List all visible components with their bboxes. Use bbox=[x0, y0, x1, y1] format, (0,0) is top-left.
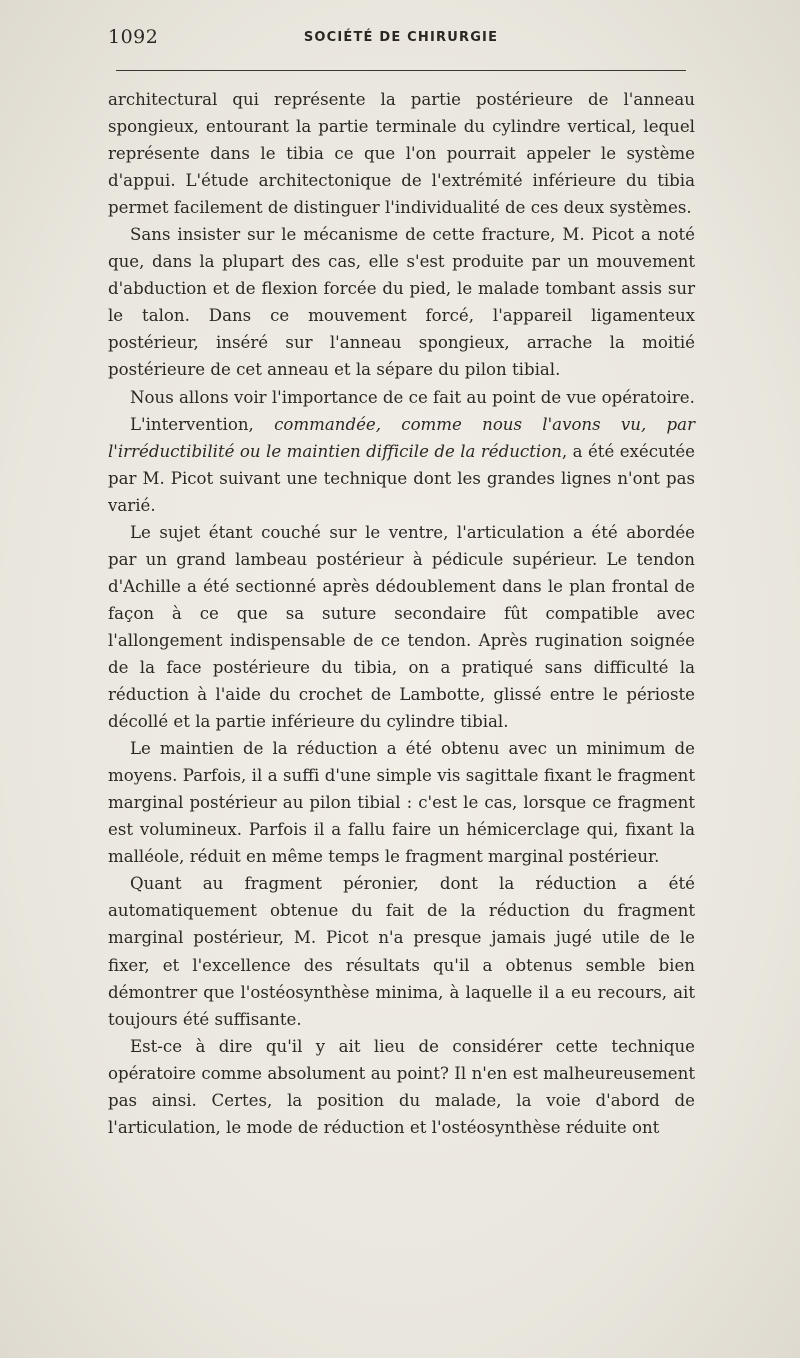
running-head: SOCIÉTÉ DE CHIRURGIE bbox=[303, 30, 499, 45]
paragraph-7: Quant au fragment péronier, dont la réduction a été automatiquement obtenue du fait de la réduction du fragment marginal postérieur, M. Picot n'a presque jamais jugé utile de le fixer, et l'excellence des résultats qu'il a obtenus semble bien démontrer que l'ostéosynthèse minima, à laquelle il a eu recours, ait toujours été suffisante. bbox=[108, 874, 695, 1029]
page-number: 1092 bbox=[108, 26, 159, 48]
paragraph-6: Le maintien de la réduction a été obtenu avec un minimum de moyens. Parfois, il a suffi d'une simple vis sagittale fixant le fragment marginal postérieur au pilon tibial : c'est le cas, lorsque ce fragment est volumineux. Parfois il a fallu faire un hémicerclage qui, fixant la malléole, réduit en même temps le fragment marginal postérieur. bbox=[108, 739, 695, 867]
paragraph-5: Le sujet étant couché sur le ventre, l'articulation a été abordée par un grand lambeau postérieur à pédicule supérieur. Le tendon d'Achille a été sectionné après dédoublement dans le plan frontal de façon à ce que sa suture secondaire fût compatible avec l'allongement indispensable de ce tendon. Après rugination soignée de la face postérieure du tibia, on a pratiqué sans difficulté la réduction à l'aide du crochet de Lambotte, glissé entre le périoste décollé et la partie inférieure du cylindre tibial. bbox=[108, 522, 695, 732]
body-text bbox=[108, 86, 695, 1141]
paragraph-4 bbox=[108, 411, 695, 519]
paragraph-4-text-before: L'intervention, bbox=[130, 414, 275, 434]
paragraph-4-italic: commandée, comme nous l'avons vu, par l'irréductibilité ou le maintien difficile de la réduction bbox=[108, 414, 695, 461]
paragraph-4-text-after: , a été exécutée par M. Picot suivant une technique dont les grandes lignes n'ont pas varié. bbox=[108, 441, 695, 515]
page-header bbox=[108, 26, 694, 56]
paragraph-2: Sans insister sur le mécanisme de cette fracture, M. Picot a noté que, dans la plupart des cas, elle s'est produite par un mouvement d'abduction et de flexion forcée du pied, le malade tombant assis sur le talon. Dans ce mouvement forcé, l'appareil ligamenteux postérieur, inséré sur l'anneau spongieux, arrache la moitié postérieure de cet anneau et la sépare du pilon tibial. bbox=[108, 225, 695, 380]
paragraph-8: Est-ce à dire qu'il y ait lieu de considérer cette technique opératoire comme absolument au point? Il n'en est malheureusement pas ainsi. Certes, la position du malade, la voie d'abord de l'articulation, le mode de réduction et l'ostéosynthèse réduite ont bbox=[108, 1036, 695, 1137]
paragraph-3: Nous allons voir l'importance de ce fait au point de vue opératoire. bbox=[130, 387, 695, 407]
header-rule bbox=[116, 70, 686, 71]
paragraph-1: architectural qui représente la partie postérieure de l'anneau spongieux, entourant la partie terminale du cylindre vertical, lequel représente dans le tibia ce que l'on pourrait appeler le système d'appui. L'étude architectonique de l'extrémité inférieure du tibia permet facilement de distinguer l'individualité de ces deux systèmes. bbox=[108, 90, 695, 218]
